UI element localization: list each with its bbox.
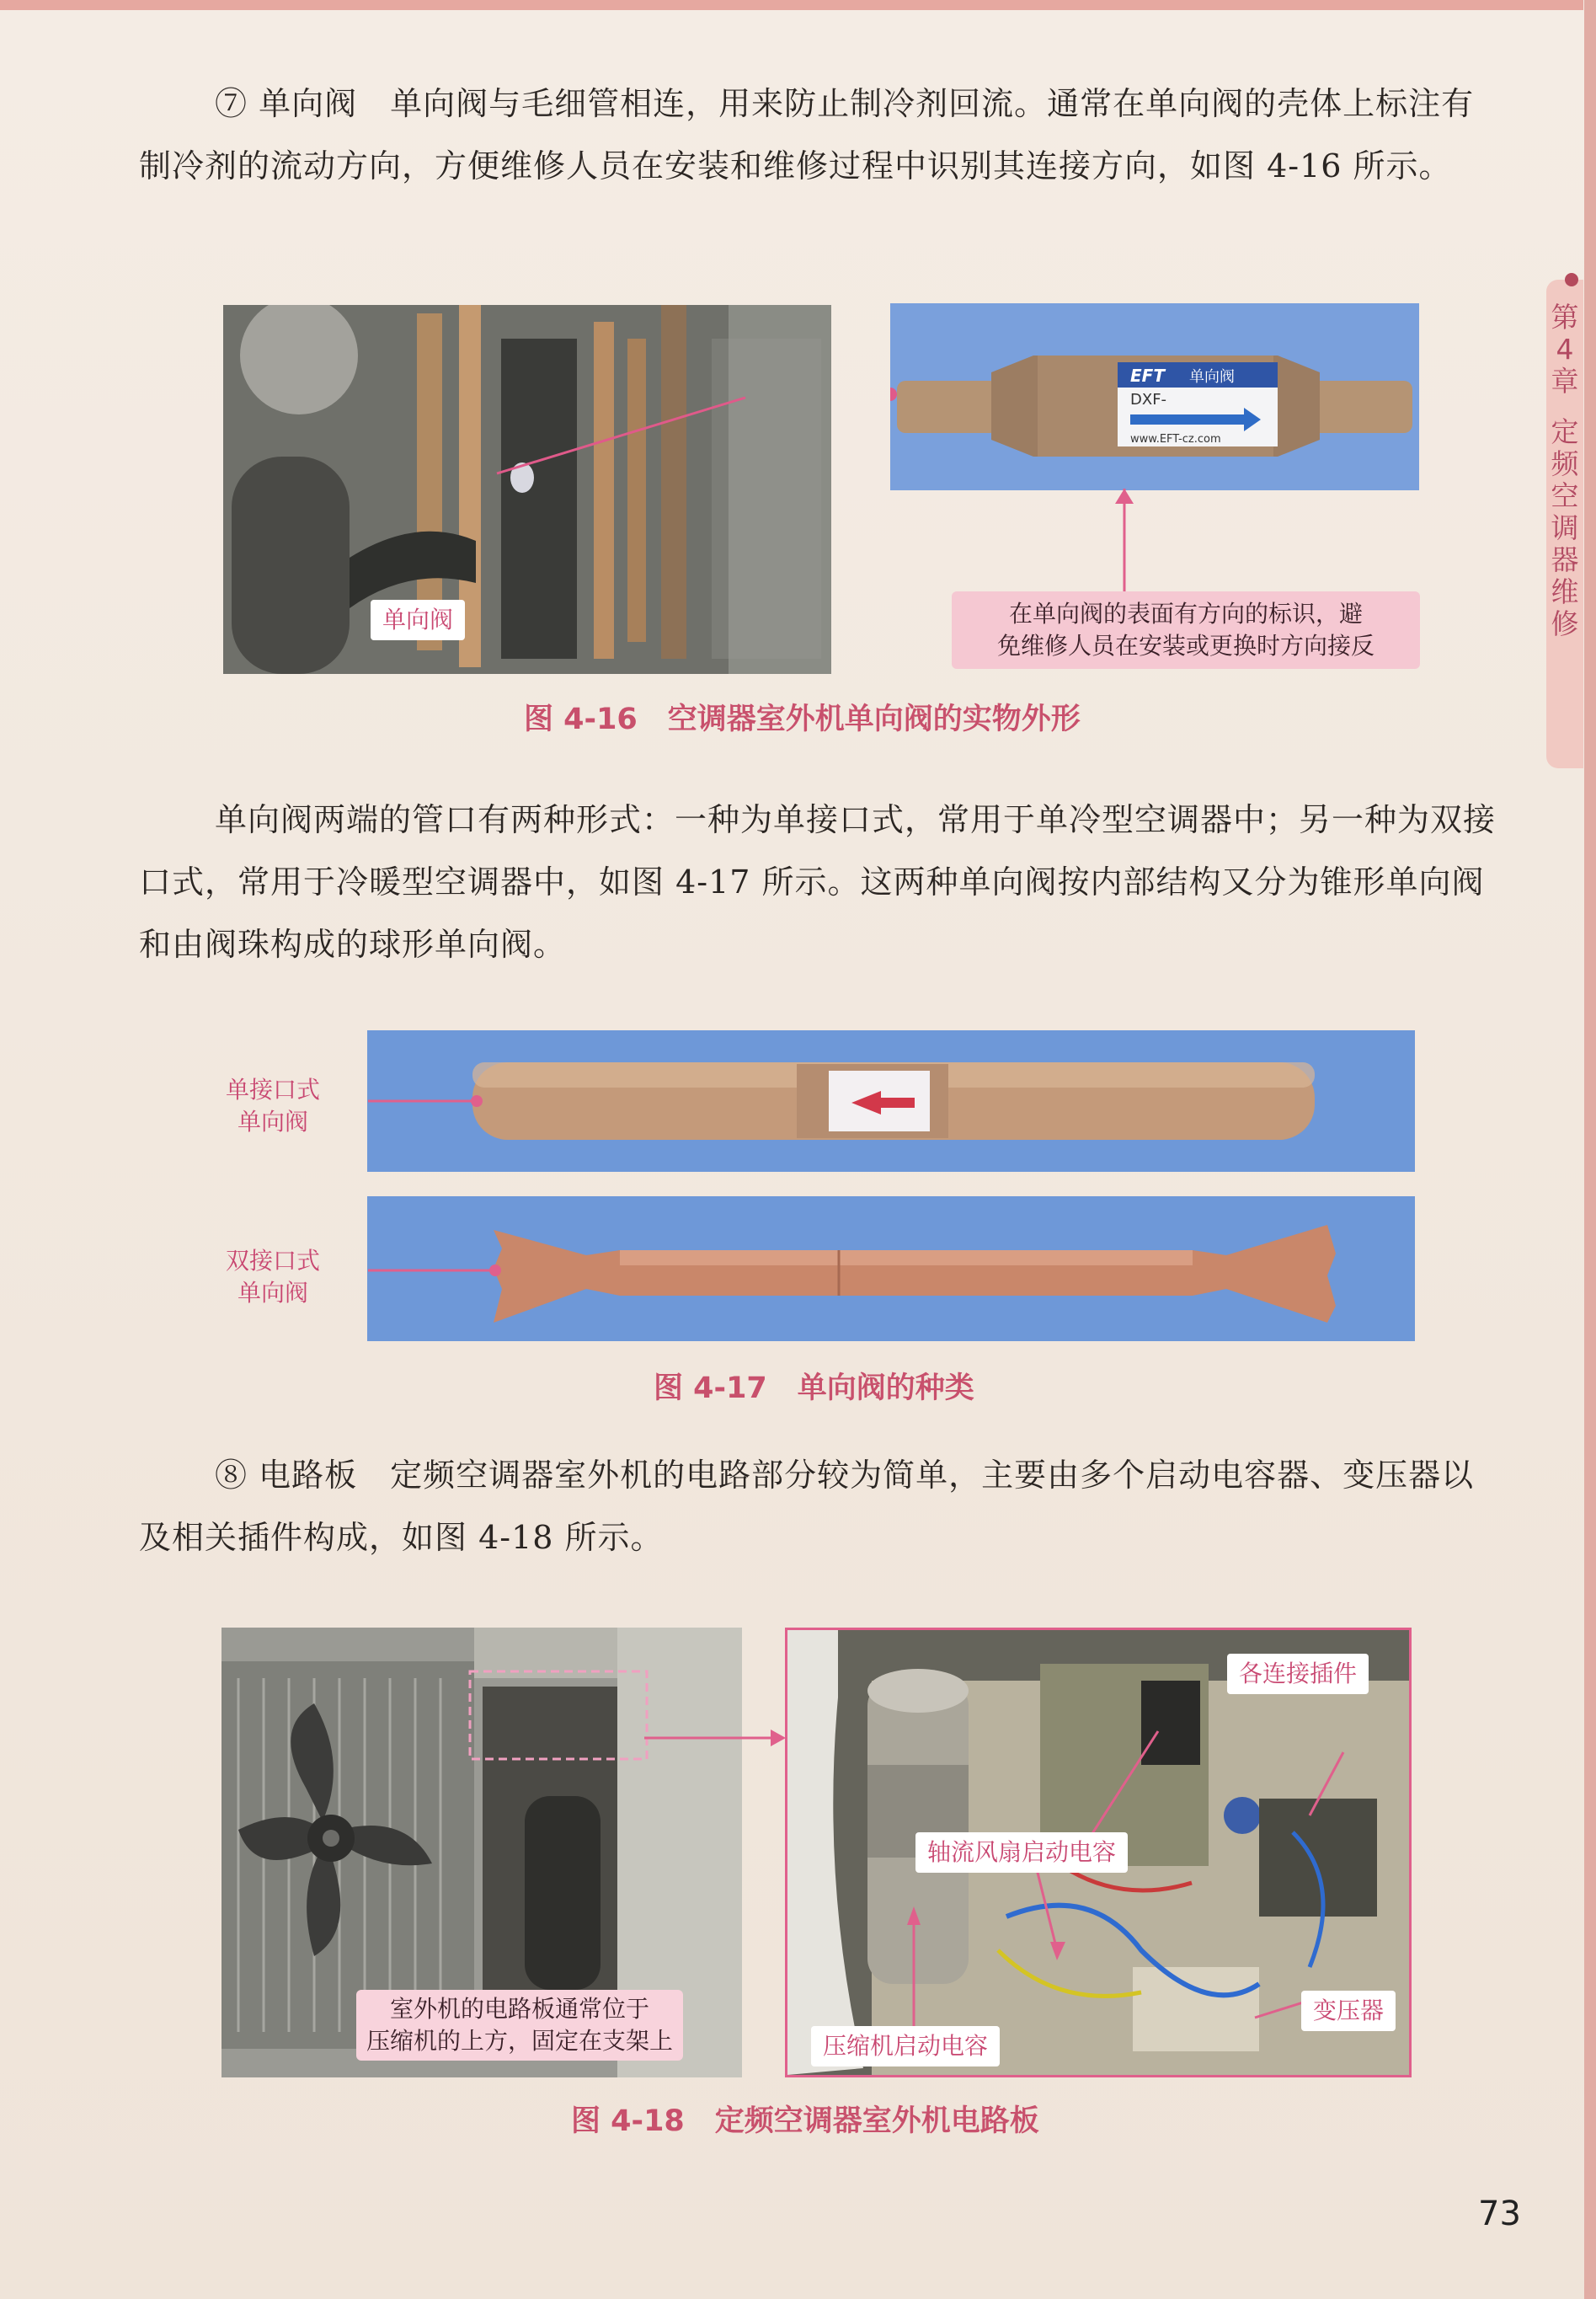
fig418-fan-capacitor-label: 轴流风扇启动电容 [915,1832,1128,1873]
valve-model-text: DXF- [1130,391,1167,409]
fig416-callout-line2: 免维修人员在安装或更换时方向接反 [996,632,1374,660]
fig418-number: 图 4-18 [571,2104,685,2138]
fig418-callout-line1: 室外机的电路板通常位于 [390,1995,650,2023]
fig418-outdoor-unit-photo [222,1628,742,2077]
fig418-callout-line2: 压缩机的上方，固定在支架上 [366,2027,674,2055]
fig416-outdoor-unit-photo [223,305,831,674]
fig416-callout-line1: 在单向阀的表面有方向的标识，避 [1008,600,1363,628]
page-number: 73 [1478,2195,1521,2233]
fig417-title: 单向阀的种类 [797,1371,974,1405]
fig416-title: 空调器室外机单向阀的实物外形 [667,703,1081,736]
chapter-number-text: 第4章 [1551,301,1579,398]
para2-paragraph [139,789,1503,976]
page-right-edge [1584,0,1596,2299]
valve-url-text: www.EFT-cz.com [1130,433,1221,446]
valve-name-text: 单向阀 [1189,368,1235,386]
tab-dot-icon [1565,273,1578,286]
fig417-double-label-line2: 单向阀 [238,1279,309,1307]
fig416-valve-drawing [890,303,1419,490]
section8-paragraph [139,1444,1503,1569]
section8-marker: ⑧ 电路板 [215,1457,358,1494]
fig417-single-label-line2: 单向阀 [238,1108,309,1136]
fig417-single-valve-drawing [367,1030,1415,1172]
fig417-double-valve-photo [367,1196,1415,1341]
fig417-caption [654,1365,974,1407]
fig416-valve-label: 单向阀 [371,600,465,640]
fig417-single-label [226,1074,320,1138]
section8-text: 定频空调器室外机的电路部分较为简单，主要由多个启动电容器、变压器以及相关插件构成，如图 4-18 所示。 [139,1457,1475,1556]
page-top-edge [0,0,1583,10]
chapter-title-text: 定频空调器维修 [1551,415,1579,640]
fig416-direction-callout [952,591,1420,669]
section7-marker: ⑦ 单向阀 [215,85,358,122]
fig418-connectors-label: 各连接插件 [1227,1654,1369,1694]
section7-text: 单向阀与毛细管相连，用来防止制冷剂回流。通常在单向阀的壳体上标注有制冷剂的流动方向，方便维修人员在安装和维修过程中识别其连接方向，如图 4-16 所示。 [139,85,1475,184]
fig417-number: 图 4-17 [654,1371,767,1405]
fig417-double-label [226,1245,320,1309]
chapter-side-tab [1546,280,1583,768]
pointer-arrow-icon [1115,489,1134,504]
fig416-number: 图 4-16 [524,703,638,736]
fig417-single-valve-photo [367,1030,1415,1172]
fig418-transformer-label: 变压器 [1301,1991,1396,2031]
fig418-zoom-arrow [644,1725,787,1751]
fig418-compressor-capacitor-label: 压缩机启动电容 [811,2026,1000,2066]
fig418-title: 定频空调器室外机电路板 [714,2104,1039,2138]
fig417-double-valve-drawing [367,1196,1415,1341]
arrow-right-icon [771,1730,786,1746]
fig416-valve-photo [890,303,1419,490]
section7-paragraph [139,72,1503,197]
fig418-caption [571,2098,1039,2140]
fig417-single-label-line1: 单接口式 [226,1076,321,1104]
para2-text: 单向阀两端的管口有两种形式：一种为单接口式，常用于单冷型空调器中；另一种为双接口式，常用于冷暖型空调器中，如图 4-17 所示。这两种单向阀按内部结构又分为锥形单向阀和由阀珠构成的球形单向阀。 [139,801,1497,963]
fig418-circuit-board-photo [785,1628,1412,2077]
fig416-caption [524,696,1081,738]
chapter-tab-text [1550,302,1580,640]
fig416-outdoor-unit-drawing [223,305,831,674]
fig417-double-label-line1: 双接口式 [226,1247,321,1275]
valve-brand-text: EFT [1130,366,1165,386]
fig418-board-location-callout [356,1990,683,2061]
